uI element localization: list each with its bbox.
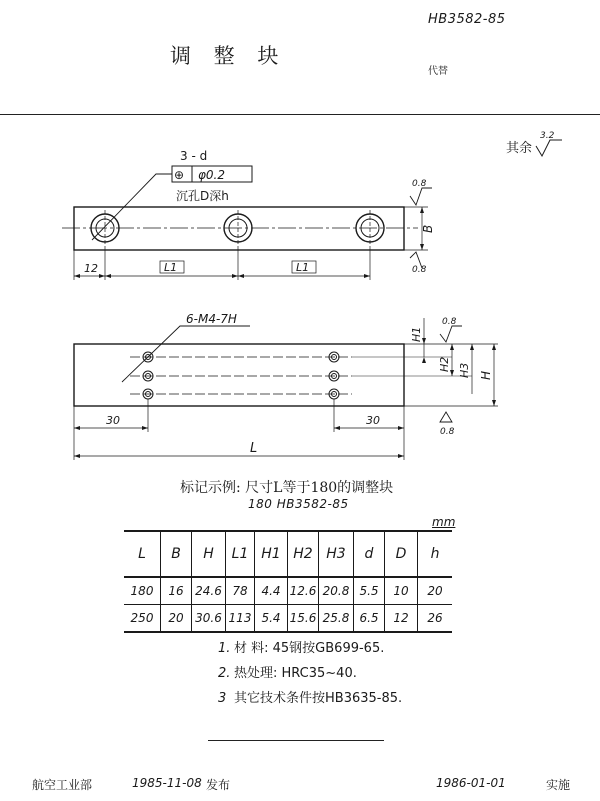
table-cell: 24.6 [192, 577, 226, 605]
table-header-cell: H3 [319, 531, 354, 577]
table-cell: 180 [130, 584, 154, 598]
counterbore-note: 沉孔D深h [176, 189, 229, 203]
issuing-organization: 航空工业部 [32, 778, 93, 792]
position-tolerance: φ0.2 [198, 168, 225, 182]
replaces-label: 代替 [428, 66, 448, 77]
note-number: 2. [218, 666, 231, 681]
table-cell: 12.6 [288, 577, 319, 605]
table-cell: 25.8 [319, 605, 354, 633]
table-header-cell: L [124, 531, 161, 577]
issue-date: 1985-11-08 [132, 776, 202, 790]
table-cell: 250 [124, 605, 161, 633]
table-cell: 5.5 [354, 577, 385, 605]
finish-front-bottom [440, 412, 455, 437]
dim-H1: H1 [410, 326, 423, 342]
dim-L: L [250, 441, 258, 456]
finish-top-side [410, 179, 432, 205]
dim-B: B [421, 224, 435, 233]
thread-leader [122, 326, 250, 382]
table-header-cell: B [161, 531, 192, 577]
table-cell: 6.5 [354, 605, 385, 633]
note-text: 材 料: 45钢按GB699-65. [234, 641, 385, 656]
position-symbol: ⊕ [174, 168, 185, 182]
dimension-table [124, 530, 452, 633]
finish-front-bottom-value: 0.8 [440, 427, 455, 437]
dim-L1-right: L1 [296, 261, 310, 274]
end-rule [208, 740, 384, 741]
thread-callout: 6-M4-7H [186, 312, 237, 326]
finish-bottom-side [410, 252, 427, 275]
example-code: 180 HB3582-85 [248, 497, 349, 511]
standard-code: HB3582-85 [428, 12, 506, 27]
table-cell: 30.6 [192, 605, 226, 633]
thread-holes-right [329, 352, 339, 399]
table-cell: 78 [226, 577, 255, 605]
thread-holes-left [143, 352, 153, 399]
dim-H2: H2 [438, 356, 451, 372]
finish-top-value: 0.8 [412, 179, 427, 189]
table-header-cell: H [192, 531, 226, 577]
dim-H3: H3 [458, 362, 471, 378]
table-cell: 113 [226, 605, 255, 633]
finish-bottom-value: 0.8 [412, 265, 427, 275]
table-cell: 16 [161, 577, 192, 605]
table-header-cell: d [354, 531, 385, 577]
issue-label: 发布 [206, 778, 231, 792]
table-cell: 4.4 [255, 577, 288, 605]
table-cell: 5.4 [255, 605, 288, 633]
dim-12: 12 [84, 262, 98, 275]
finish-other-label: 其余 [506, 141, 533, 156]
table-header-cell: H2 [288, 531, 319, 577]
technical-notes [218, 636, 402, 711]
finish-main-value: 3.2 [540, 131, 555, 141]
note-text: 热处理: HRC35~40. [234, 666, 357, 681]
dim-L1-left: L1 [164, 261, 178, 274]
hole-callout: 3 - d [180, 149, 208, 163]
implementation-date: 1986-01-01 [436, 776, 506, 790]
dim-H: H [479, 370, 493, 380]
table-cell: 20.8 [319, 577, 354, 605]
table-cell: 12 [385, 605, 418, 633]
dim-30-right: 30 [366, 414, 380, 427]
note-number: 1. [218, 641, 231, 656]
table-header-cell: h [418, 531, 453, 577]
note-number: 3 [218, 691, 227, 706]
implementation-label: 实施 [546, 778, 571, 792]
table-cell: 20 [418, 577, 453, 605]
note-item [218, 636, 402, 661]
example-title: 标记示例: 尺寸L等于180的调整块 [180, 480, 394, 496]
table-row [124, 605, 452, 633]
note-item [218, 661, 402, 686]
note-item [218, 686, 402, 711]
table-cell: 10 [385, 577, 418, 605]
table-header-cell: L1 [226, 531, 255, 577]
dim-30-left: 30 [106, 414, 120, 427]
finish-front-top-value: 0.8 [442, 317, 457, 327]
unit-label: mm [432, 515, 456, 529]
finish-main-symbol [536, 131, 562, 156]
table-row [124, 577, 452, 605]
table-cell: 20 [161, 605, 192, 633]
table-cell: 26 [418, 605, 453, 633]
finish-front-top [440, 317, 462, 342]
note-text: 其它技术条件按HB3635-85. [234, 691, 403, 706]
page-title: 调 整 块 [170, 44, 287, 68]
table-header-cell: H1 [255, 531, 288, 577]
table-header-cell: D [385, 531, 418, 577]
table-cell: 15.6 [288, 605, 319, 633]
table-header-row [124, 531, 452, 577]
front-view-outline [74, 344, 404, 406]
